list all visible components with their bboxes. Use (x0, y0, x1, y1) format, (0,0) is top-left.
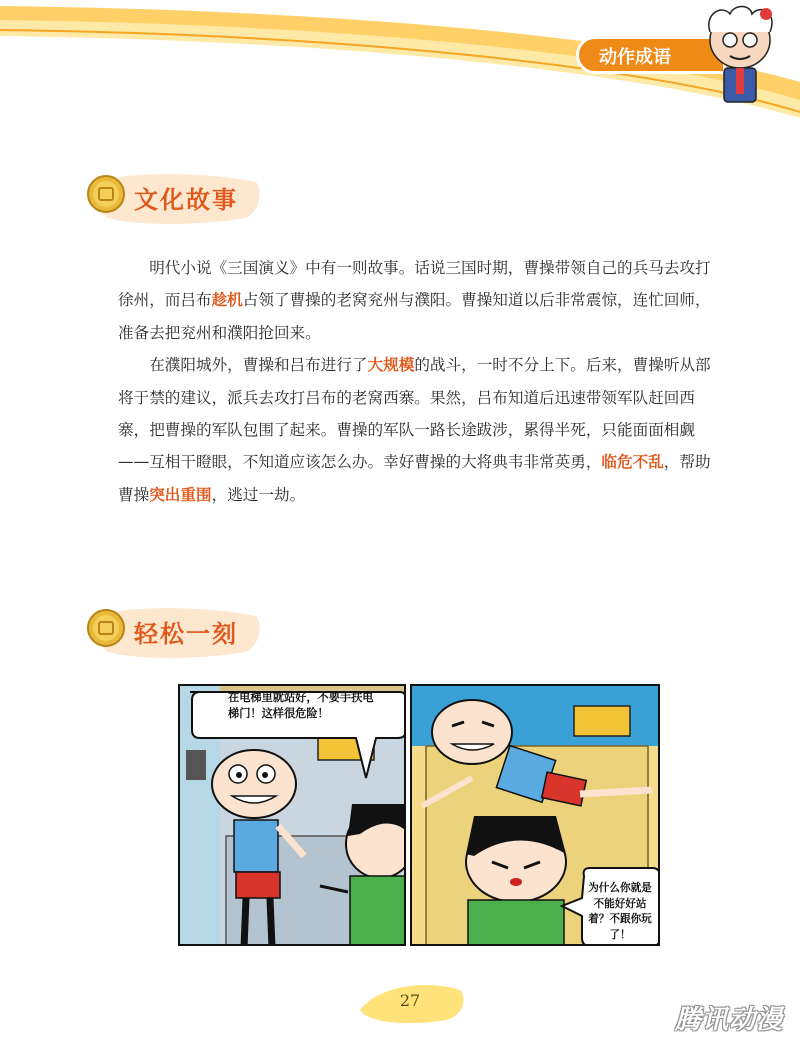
section-title: 文化故事 (134, 186, 238, 214)
watermark-logo: 腾讯动漫 (674, 1005, 783, 1035)
coin-icon (86, 174, 126, 214)
page-number: 27 (399, 991, 421, 1010)
highlighted-word: 临危不乱 (601, 453, 664, 472)
coin-icon (86, 608, 126, 648)
highlighted-word: 大规模 (367, 356, 415, 375)
section-heading-culture-story (86, 168, 266, 228)
story-text: ，帮助曹操 (118, 453, 711, 504)
story-text: 的战斗，一时不分上下。后来，曹操听从部将于禁的建议，派兵去攻打吕布的老窝西寨。果然，吕布知道后迅速带领军队赶回西寨，把曹操的军队包围了起来。曹操的军队一路长途跋涉，累得半死，只能面面相觑——互相干瞪眼，不知道应该怎么办。幸好曹操的大将典韦非常英勇， (118, 356, 711, 472)
story-paragraph-1 (118, 252, 718, 349)
section-heading-relax (86, 602, 266, 662)
story-text: ，逃过一劫。 (211, 485, 306, 504)
story-body (118, 252, 718, 511)
speech-bubble-right: 为什么你就是不能好好站着？不跟你玩了！ (588, 882, 652, 941)
story-text: 明代小说《三国演义》中有一则故事。话说三国时期，曹操带领自己的兵马去攻打徐州，而吕布 (118, 259, 711, 310)
section-title: 轻松一刻 (134, 620, 238, 648)
chapter-tag: 动作成语 (576, 36, 726, 74)
header-banner (0, 0, 800, 180)
highlighted-word: 突出重围 (149, 485, 212, 504)
story-text: 在濮阳城外，曹操和吕布进行了 (149, 356, 368, 375)
comic-artwork-left (180, 686, 406, 946)
comic-panel-left (178, 684, 406, 946)
grandpa-mascot-icon (700, 4, 780, 112)
highlighted-word: 趁机 (211, 291, 243, 310)
story-paragraph-2 (118, 349, 718, 511)
story-text: 占领了曹操的老窝兖州与濮阳。曹操知道以后非常震惊，连忙回师，准备去把兖州和濮阳抢回来。 (118, 291, 711, 342)
comic-panel-right (410, 684, 660, 946)
speech-bubble-left: 在电梯里就站好，不要手扶电梯门！这样很危险！ (228, 691, 374, 720)
